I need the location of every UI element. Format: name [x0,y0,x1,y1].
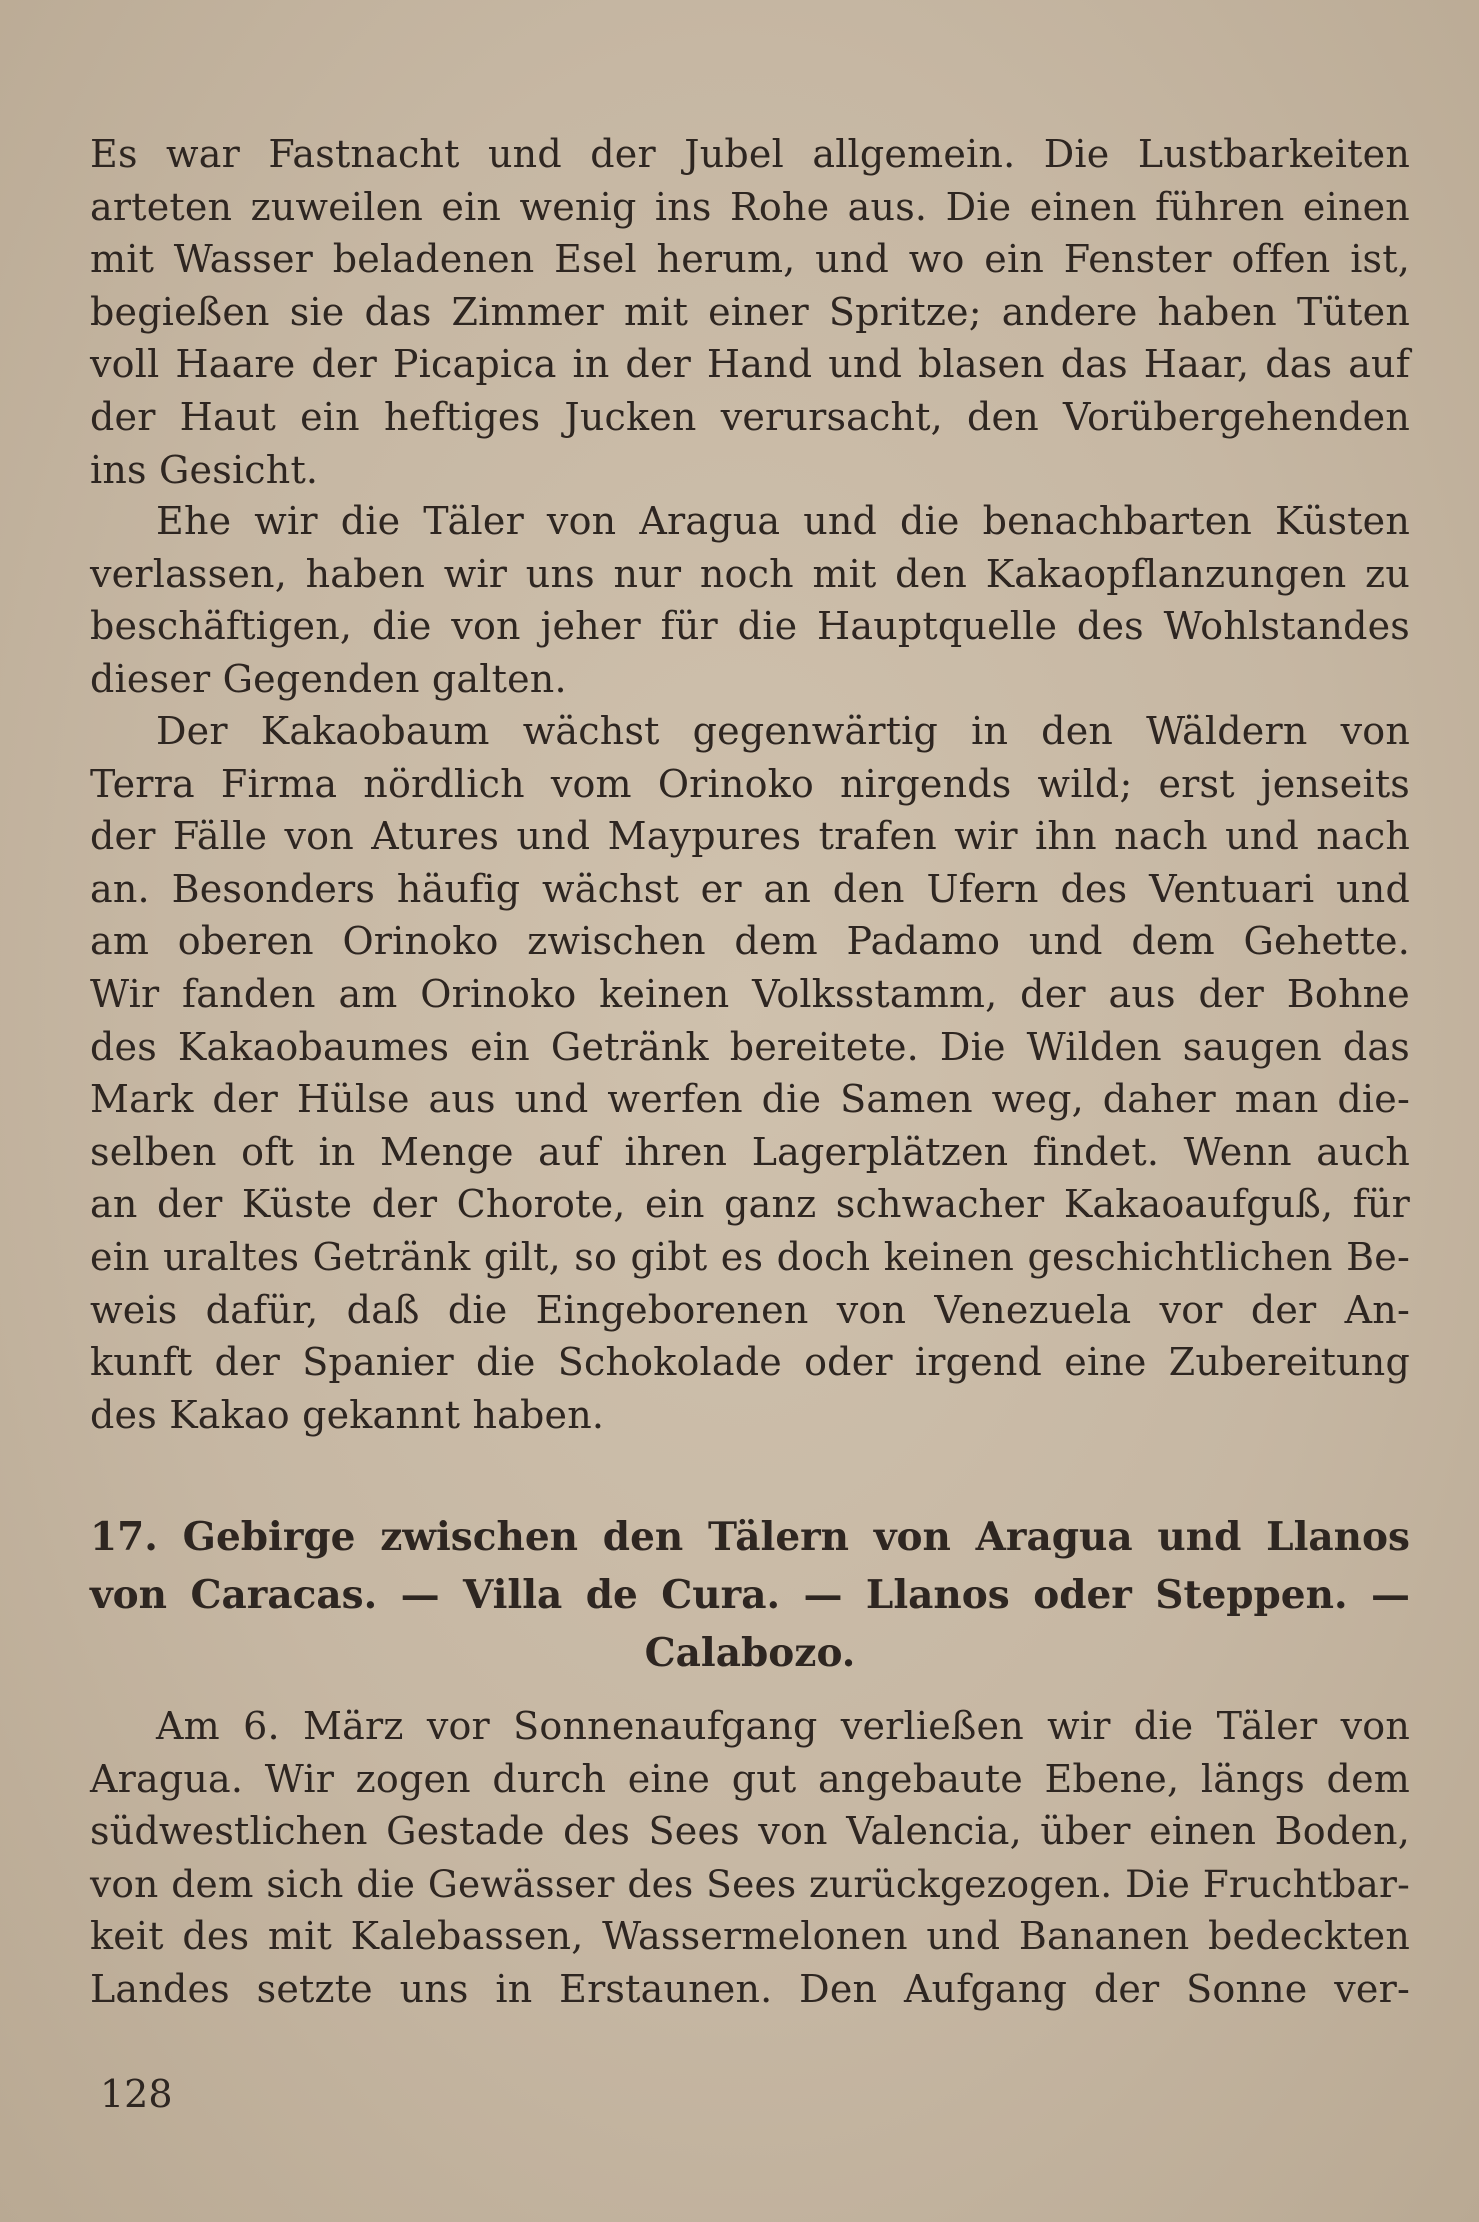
text-line: Aragua. Wir zogen durch eine gut angebaute Ebene, längs dem [90,1756,1410,1801]
text-line: Wir fanden am Orinoko keinen Volksstamm, der aus der Bohne [90,971,1410,1016]
text-line: Mark der Hülse aus und werfen die Samen weg, daher man die- [90,1077,1410,1122]
text-line: an der Küste der Chorote, ein ganz schwacher Kakaoaufguß, für [90,1182,1410,1227]
text-line: kunft der Spanier die Schokolade oder irgend eine Zubereitung [90,1340,1410,1385]
text-line: ins Gesicht. [90,447,319,492]
text-line: voll Haare der Picapica in der Hand und blasen das Haar, das auf [90,342,1410,387]
text-line: Es war Fastnacht und der Jubel allgemein. Die Lustbarkeiten [90,132,1410,176]
text-line: arteten zuweilen ein wenig ins Rohe aus. Die einen führen einen [90,184,1410,229]
text-line: Terra Firma nördlich vom Orinoko nirgends wild; erst jenseits [90,761,1410,806]
text-line: von dem sich die Gewässer des Sees zurückgezogen. Die Fruchtbar- [90,1861,1410,1906]
paragraph-cacao-intro [90,495,1410,705]
text-line: Landes setzte uns in Erstaunen. Den Aufgang der Sonne ver- [90,1966,1410,2011]
heading-line: 17. Gebirge zwischen den Tälern von Aragua und Llanos [90,1514,1410,1560]
text-line: südwestlichen Gestade des Sees von Valencia, über einen Boden, [90,1809,1410,1854]
text-line: an. Besonders häufig wächst er an den Ufern des Ventuari und [90,866,1410,911]
text-line: beschäftigen, die von jeher für die Hauptquelle des Wohlstandes [90,604,1410,649]
section-heading [90,1508,1410,1682]
paragraph-carnival [90,128,1410,496]
text-line: Ehe wir die Täler von Aragua und die benachbarten Küsten [156,499,1410,543]
text-line: mit Wasser beladenen Esel herum, und wo ein Fenster offen ist, [90,237,1410,282]
paragraph-cacao-tree [90,705,1410,1441]
text-line: keit des mit Kalebassen, Wassermelonen und Bananen bedeckten [90,1914,1410,1959]
heading-line: von Caracas. — Villa de Cura. — Llanos oder Steppen. — [90,1572,1410,1618]
heading-line: Calabozo. [644,1630,856,1676]
text-line: dieser Gegenden galten. [90,656,567,701]
text-line: der Haut ein heftiges Jucken verursacht, den Vorübergehenden [90,394,1410,439]
text-line: Am 6. März vor Sonnenaufgang verließen wir die Täler von [156,1704,1410,1748]
text-line: des Kakaobaumes ein Getränk bereitete. Die Wilden saugen das [90,1024,1410,1069]
text-line: am oberen Orinoko zwischen dem Padamo und dem Gehette. [90,919,1410,964]
text-line: der Fälle von Atures und Maypures trafen wir ihn nach und nach [90,814,1410,859]
text-line: Der Kakaobaum wächst gegenwärtig in den Wäldern von [156,709,1410,753]
page-number: 128 [100,2072,173,2116]
text-line: ein uraltes Getränk gilt, so gibt es doch keinen geschichtlichen Be- [90,1234,1410,1279]
text-line: selben oft in Menge auf ihren Lagerplätzen findet. Wenn auch [90,1129,1410,1174]
text-line: verlassen, haben wir uns nur noch mit den Kakaopflanzungen zu [90,551,1410,596]
text-line: weis dafür, daß die Eingeborenen von Venezuela vor der An- [90,1287,1410,1332]
paragraph-departure [90,1700,1410,2016]
text-line: des Kakao gekannt haben. [90,1392,605,1437]
text-line: begießen sie das Zimmer mit einer Spritze; andere haben Tüten [90,289,1410,334]
